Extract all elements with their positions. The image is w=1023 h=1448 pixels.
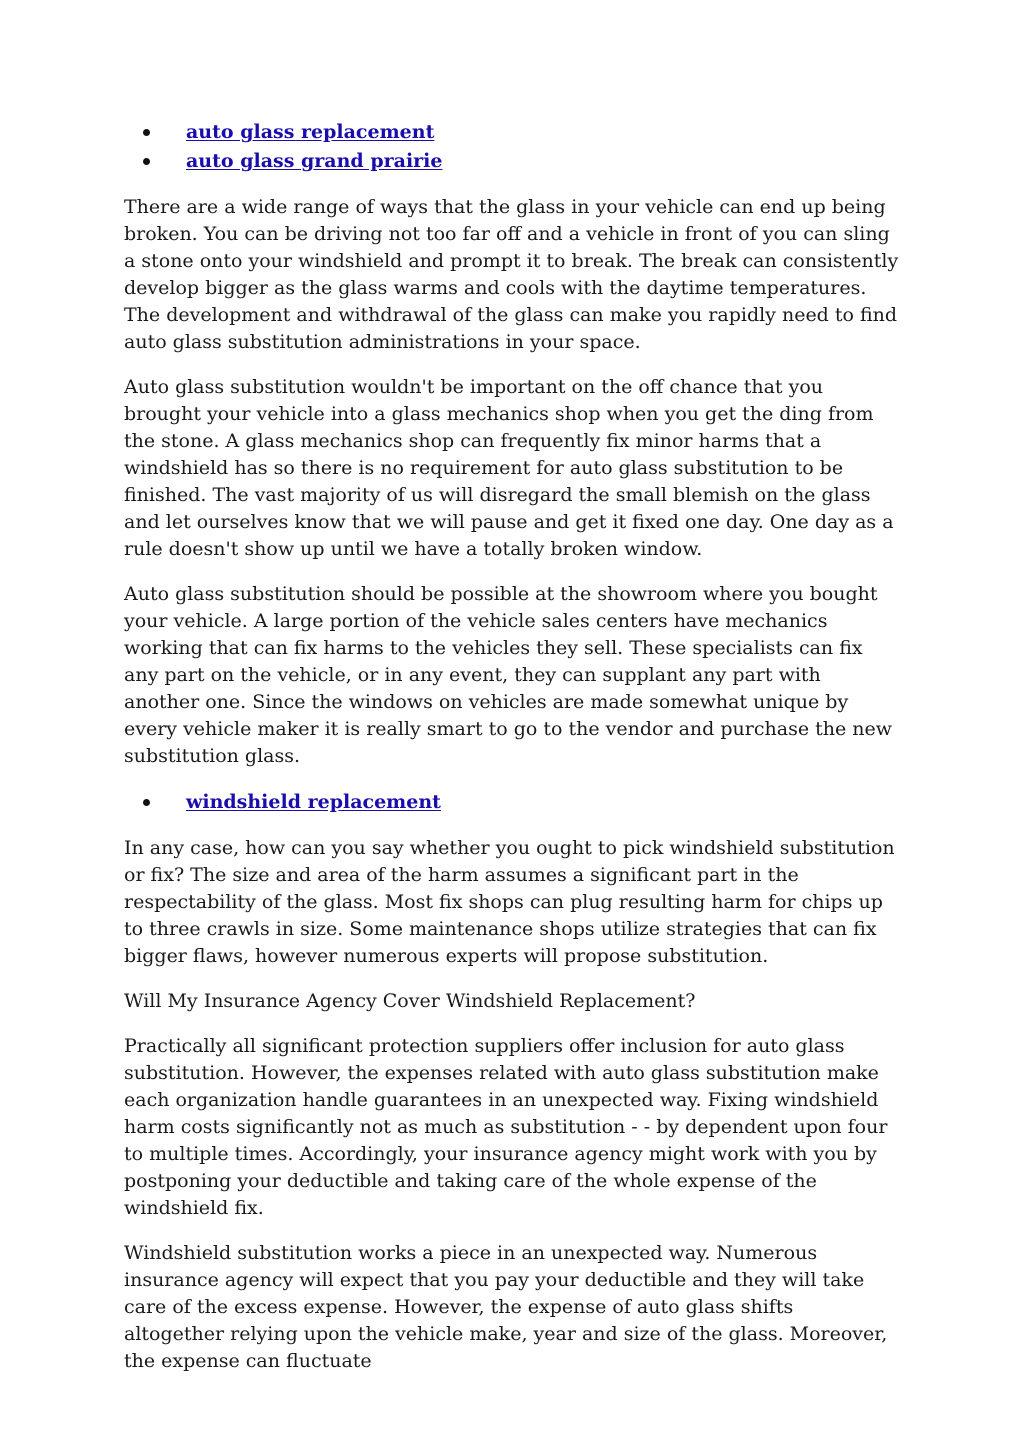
paragraph: In any case, how can you say whether you ought to pick windshield substitution or fix? The size and area of the harm assumes a significant part in the respectability of the glass. Most fix shops can plug resulting harm for chips up to three crawls in size. Some maintenance shops utilize strategies that can fix bigger flaws, however numerous experts will propose substitution. <box>124 837 895 967</box>
link-list-top <box>124 118 899 176</box>
list-item <box>124 147 899 176</box>
section-heading: Will My Insurance Agency Cover Windshield Replacement? <box>124 990 696 1012</box>
windshield-replacement-link[interactable]: windshield replacement <box>186 791 441 813</box>
bullet-icon <box>143 799 150 806</box>
paragraph: Auto glass substitution should be possible at the showroom where you bought your vehicle. A large portion of the vehicle sales centers have mechanics working that can fix harms to the vehicles they sell. These specialists can fix any part on the vehicle, or in any event, they can supplant any part with another one. Since the windows on vehicles are made somewhat unique by every vehicle maker it is really smart to go to the vendor and purchase the new substitution glass. <box>124 583 892 767</box>
paragraph: There are a wide range of ways that the glass in your vehicle can end up being broken. You can be driving not too far off and a vehicle in front of you can sling a stone onto your windshield and prompt it to break. The break can consistently develop bigger as the glass warms and cools with the daytime temperatures. The development and withdrawal of the glass can make you rapidly need to find auto glass substitution administrations in your space. <box>124 196 899 353</box>
document-page <box>124 118 899 1393</box>
paragraph: Windshield substitution works a piece in an unexpected way. Numerous insurance agency will expect that you pay your deductible and they will take care of the excess expense. However, the expense of auto glass shifts altogether relying upon the vehicle make, year and size of the glass. Moreover, the expense can fluctuate <box>124 1242 888 1372</box>
list-item <box>124 788 899 817</box>
link-list-mid <box>124 788 899 817</box>
auto-glass-replacement-link[interactable]: auto glass replacement <box>186 121 435 143</box>
list-item <box>124 118 899 147</box>
bullet-icon <box>143 158 150 165</box>
bullet-icon <box>143 129 150 136</box>
auto-glass-grand-prairie-link[interactable]: auto glass grand prairie <box>186 150 443 172</box>
paragraph: Auto glass substitution wouldn't be important on the off chance that you brought your vehicle into a glass mechanics shop when you get the ding from the stone. A glass mechanics shop can frequently fix minor harms that a windshield has so there is no requirement for auto glass substitution to be finished. The vast majority of us will disregard the small blemish on the glass and let ourselves know that we will pause and get it fixed one day. One day as a rule doesn't show up until we have a totally broken window. <box>124 376 894 560</box>
paragraph: Practically all significant protection suppliers offer inclusion for auto glass substitution. However, the expenses related with auto glass substitution make each organization handle guarantees in an unexpected way. Fixing windshield harm costs significantly not as much as substitution - - by dependent upon four to multiple times. Accordingly, your insurance agency might work with you by postponing your deductible and taking care of the whole expense of the windshield fix. <box>124 1035 888 1219</box>
